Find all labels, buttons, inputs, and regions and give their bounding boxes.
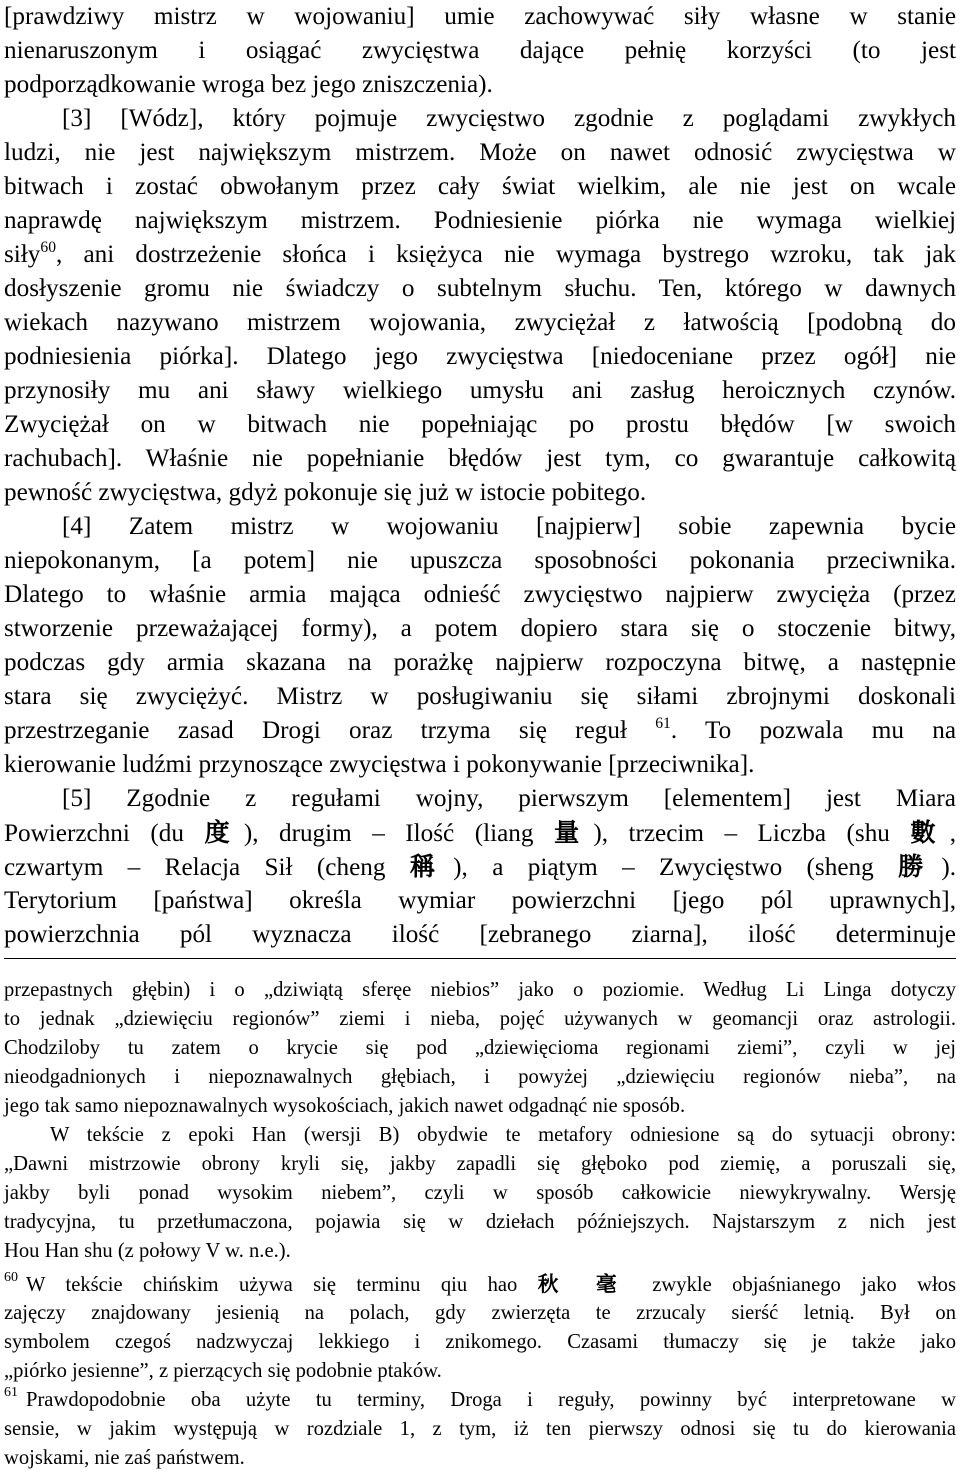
body-line: [prawdziwy mistrz w wojowaniu] umie zachowywać siły własne w stanie	[4, 3, 956, 30]
body-line: nienaruszonym i osiągać zwycięstwa dające pełnię korzyści (to jest	[4, 37, 956, 64]
footnote-60	[4, 1270, 956, 1299]
body-line: przynosiły mu ani sławy wielkiego umysłu ani zasług heroicznych czynów.	[4, 377, 956, 404]
chinese-character-shu: 數	[910, 818, 950, 847]
body-line-with-footnote-ref	[4, 238, 956, 272]
text: ,	[949, 820, 957, 847]
body-line: dosłyszenie gromu nie świadczy o subtelnym słuchu. Ten, którego w dawnych	[4, 275, 956, 302]
footnote-separator	[4, 958, 956, 959]
text: Powierzchni (du	[4, 820, 205, 847]
section-3-start: [3] [Wódz], który pojmuje zwycięstwo zgodnie z poglądami zwykłych	[62, 105, 956, 132]
body-line: wiekach nazywano mistrzem wojowania, zwyciężał z łatwością [podobną do	[4, 309, 956, 336]
footnote-line: W tekście z epoki Han (wersji B) obydwie te metafory odniesione są do sytuacji obrony:	[50, 1124, 956, 1146]
footnote-line: „piórko jesienne”, z pierzących się podobnie ptaków.	[4, 1360, 442, 1382]
footnote-line: jakby byli ponad wysokim niebem”, czyli w sposób całkowicie niewykrywalny. Wersję	[4, 1182, 956, 1204]
body-line: naprawdę największym mistrzem. Podniesienie piórka nie wymaga wielkiej	[4, 207, 956, 234]
main-text	[4, 0, 956, 952]
chinese-character-liang: 量	[553, 818, 594, 847]
footnote-line: jego tak samo niepoznawalnych wysokościach, jakich nawet odgadnąć nie sposób.	[4, 1095, 686, 1117]
text: Prawdopodobnie oba użyte tu terminy, Droga i reguły, powinny być interpretowane w	[26, 1389, 956, 1411]
body-line: powierzchnia pól wyznacza ilość [zebranego ziarna], ilość determinuje	[4, 921, 956, 948]
text: siły	[4, 241, 41, 268]
body-line: niepokonanym, [a potem] nie upuszcza sposobności pokonania przeciwnika.	[4, 547, 956, 574]
body-line: rachubach]. Właśnie nie popełnianie błędów jest tym, co gwarantuje całkowitą	[4, 445, 956, 472]
text: . To pozwala mu na	[670, 717, 956, 744]
text: W tekście chińskim używa się terminu qiu hao	[26, 1274, 538, 1296]
footnote-line: wojskami, nie zaś państwem.	[4, 1447, 245, 1469]
footnote-line: to jednak „dziewięciu regionów” ziemi i nieba, pojęć używanych w geomancji oraz astrologii.	[4, 1008, 956, 1030]
text: zwykle objaśnianego jako włos	[631, 1274, 956, 1296]
text: ), trzecim – Liczba (shu	[593, 820, 911, 847]
body-line: podporządkowanie wroga bez jego zniszczenia).	[4, 71, 493, 98]
body-line: bitwach i zostać obwołanym przez cały świat wielkim, ale nie jest on wcale	[4, 173, 956, 200]
body-line-with-footnote-ref	[4, 714, 956, 748]
text: , ani dostrzeżenie słońca i księżyca nie wymaga bystrego wzroku, tak jak	[56, 241, 956, 268]
footnote-line: „Dawni mistrzowie obrony kryli się, jakby zapadli się głęboko pod ziemię, a poruszali się,	[4, 1153, 956, 1175]
section-5-start: [5] Zgodnie z regułami wojny, pierwszym [elementem] jest Miara	[62, 785, 956, 812]
footnote-line: sensie, w jakim występują w rozdziale 1, z tym, iż ten pierwszy odnosi się tu do kierowania	[4, 1418, 956, 1440]
footnote-line: nieodgadnionych i niepoznawalnych głębiach, i powyżej „dziewięciu regionów nieba”, na	[4, 1066, 956, 1088]
text: ).	[941, 854, 957, 881]
chinese-character-sheng: 勝	[898, 852, 942, 881]
footnote-line: symbolem czegoś nadzwyczaj lekkiego i znikomego. Czasami tłumaczy się je także jako	[4, 1331, 956, 1353]
body-line: podniesienia piórka]. Dlatego jego zwycięstwa [niedoceniane przez ogół] nie	[4, 343, 956, 370]
chinese-characters-qiu-hao: 秋 毫	[537, 1272, 632, 1296]
footnote-ref-61[interactable]: 61	[655, 714, 671, 732]
body-line: Dlatego to właśnie armia mająca odnieść zwycięstwo najpierw zwycięża (przez	[4, 581, 956, 608]
footnote-61	[4, 1386, 956, 1415]
footnote-61-marker: 61	[4, 1385, 18, 1401]
text: ), a piątym – Zwycięstwo (sheng	[453, 854, 899, 881]
section-4-start: [4] Zatem mistrz w wojowaniu [najpierw] sobie zapewnia bycie	[62, 513, 956, 540]
body-line: ludzi, nie jest największym mistrzem. Może on nawet odnosić zwycięstwa w	[4, 139, 956, 166]
text: czwartym – Relacja Sił (cheng	[4, 854, 410, 881]
footnote-line: tradycyjna, tu przetłumaczona, pojawia się w dziełach późniejszych. Najstarszym z nich jest	[4, 1211, 956, 1233]
footnote-line: Hou Han shu (z połowy V w. n.e.).	[4, 1240, 291, 1262]
text: przestrzeganie zasad Drogi oraz trzyma się reguł	[4, 717, 656, 744]
body-line: kierowanie ludźmi przynoszące zwycięstwa i pokonywanie [przeciwnika].	[4, 751, 755, 778]
chinese-character-du: 度	[204, 818, 244, 847]
body-line: Terytorium [państwa] określa wymiar powierzchni [jego pól uprawnych],	[4, 887, 956, 914]
chinese-character-cheng: 稱	[409, 852, 454, 881]
body-line: podczas gdy armia skazana na porażkę najpierw rozpoczyna bitwę, a następnie	[4, 649, 956, 676]
body-line: stworzenie przeważającej formy), a potem dopiero stara się o stoczenie bitwy,	[4, 615, 956, 642]
footnote-60-marker: 60	[4, 1270, 18, 1286]
footnote-line: zajęczy znajdowany jesienią na polach, gdy zwierzęta te zrzucaly sierść letnią. Był on	[4, 1302, 956, 1324]
body-line-with-chinese-terms	[4, 816, 956, 850]
body-line-with-chinese-terms	[4, 850, 956, 884]
body-line: pewność zwycięstwa, gdyż pokonuje się już w istocie pobitego.	[4, 479, 647, 506]
footnote-line: przepastnych głębin) i o „dziwiątą sferęe niebios” jako o poziomie. Według Li Linga dotyczy	[4, 979, 956, 1001]
footnotes	[4, 976, 956, 1473]
text: ), drugim – Ilość (liang	[243, 820, 554, 847]
body-line: Zwyciężał on w bitwach nie popełniając po prostu błędów [w swoich	[4, 411, 956, 438]
body-line: stara się zwyciężyć. Mistrz w posługiwaniu się siłami zbrojnymi doskonali	[4, 683, 956, 710]
footnote-line: Chodziloby tu zatem o krycie się pod „dziewięcioma regionami ziemi”, czyli w jej	[4, 1037, 956, 1059]
footnote-ref-60[interactable]: 60	[40, 238, 57, 256]
